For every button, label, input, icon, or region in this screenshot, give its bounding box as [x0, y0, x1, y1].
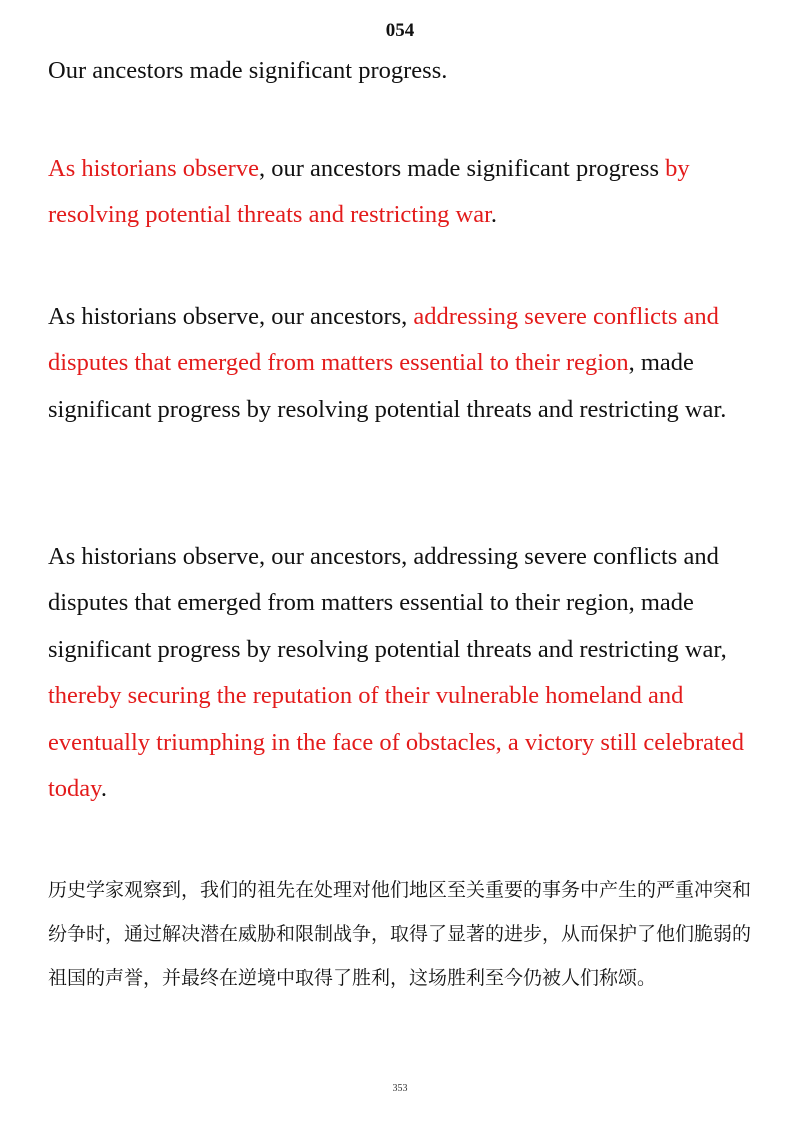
plain-text: , made significant progress by resolving potential threats and restricting war.	[48, 349, 727, 423]
plain-text: As historians observe, our ancestors, addressing severe conflicts and disputes that emerged from matters essential to their region, made significant progress by resolving potential threats and restricting war,	[48, 543, 727, 663]
highlight-text: addressing severe conflicts and disputes that emerged from matters essential to their region	[48, 303, 719, 377]
paragraph-4	[48, 534, 753, 812]
highlight-text: by resolving potential threats and restricting war	[48, 155, 690, 229]
paragraph-3	[48, 294, 753, 433]
plain-text: As historians observe, our ancestors,	[48, 303, 414, 330]
paragraph-2	[48, 146, 753, 239]
page-number-top: 054	[385, 20, 415, 41]
plain-text: .	[490, 201, 498, 229]
plain-text: .	[100, 775, 107, 803]
chinese-translation: 历史学家观察到，我们的祖先在处理对他们地区至关重要的事务中产生的严重冲突和纷争时，通过解决潜在威胁和限制战争，取得了显著的进步，从而保护了他们脆弱的祖国的声誉，并最终在逆境中取得了胜利，这场胜利至今仍被人们称颂。	[48, 879, 752, 989]
page-number-bottom: 353	[392, 1083, 408, 1094]
paragraph-1	[48, 48, 753, 94]
paragraph-1-text: Our ancestors made significant progress.	[48, 57, 448, 84]
highlight-text: As historians observe	[48, 155, 259, 182]
plain-text: , our ancestors made significant progress	[258, 155, 666, 182]
highlight-text: thereby securing the reputation of their vulnerable homeland and eventually triumphing in the face of obstacles, a victory still celebrated today	[48, 682, 744, 803]
